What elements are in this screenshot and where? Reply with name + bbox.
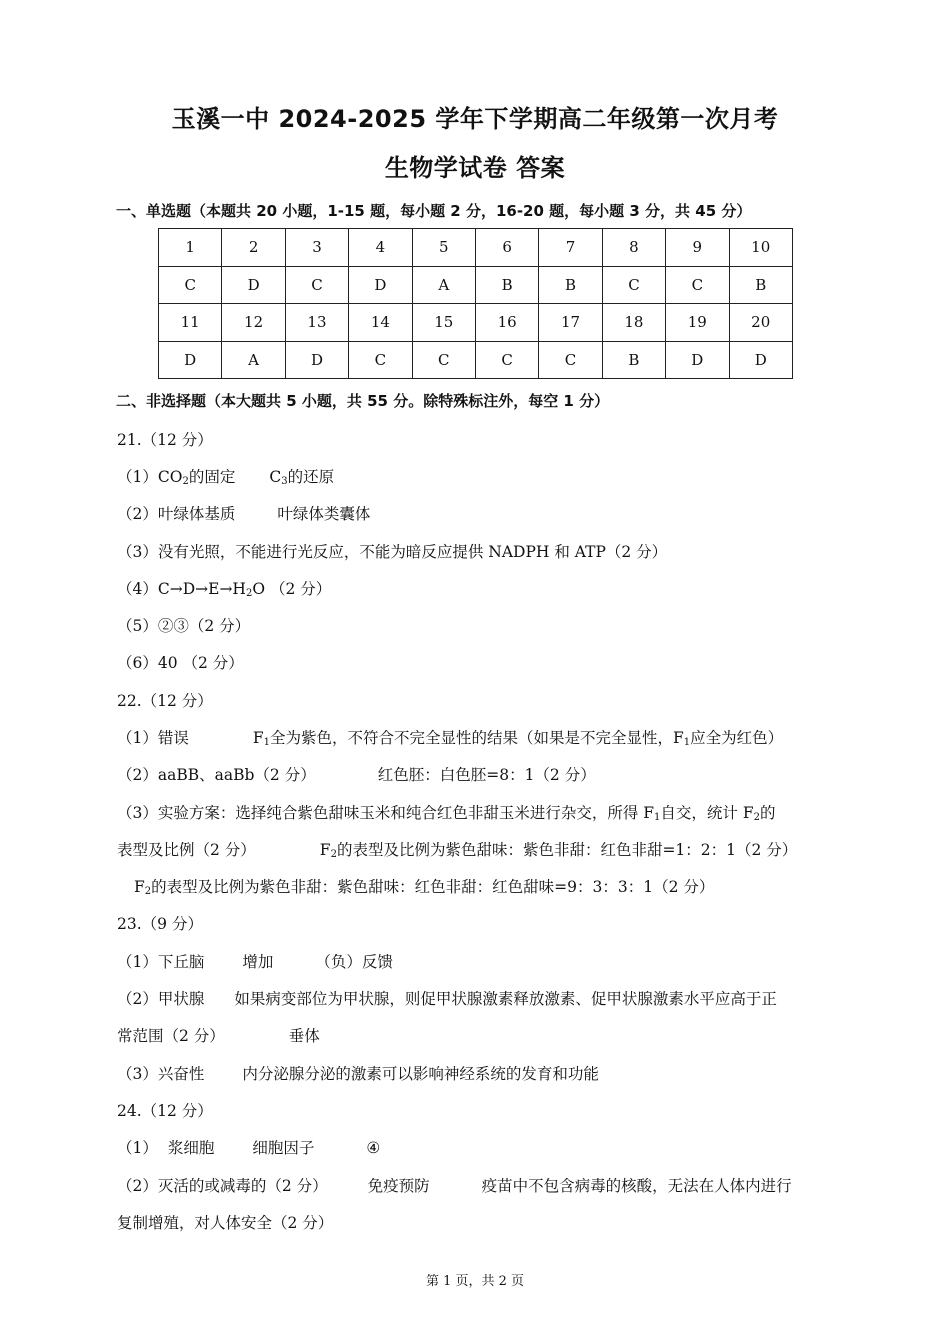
- text: （3）实验方案：选择纯合紫色甜味玉米和纯合红色非甜玉米进行杂交，所得 F: [117, 804, 655, 822]
- q23-line-2: [117, 987, 777, 1009]
- answer-cell: C: [602, 266, 665, 304]
- answer-cell: B: [602, 341, 665, 379]
- text: F: [134, 878, 145, 896]
- text: 浆细胞: [167, 1139, 215, 1157]
- text: （负）反馈: [315, 953, 393, 971]
- text: （1）: [117, 1139, 158, 1157]
- answer-cell: D: [666, 341, 729, 379]
- q21-heading: 21.（12 分）: [117, 431, 213, 449]
- q24-heading: 24.（12 分）: [117, 1102, 213, 1120]
- question-number: 2: [222, 229, 285, 267]
- question-number: 14: [349, 304, 412, 342]
- q22-line-2: [117, 763, 596, 785]
- question-number: 10: [729, 229, 792, 267]
- question-number: 11: [159, 304, 222, 342]
- question-number: 9: [666, 229, 729, 267]
- text: O （2 分）: [252, 580, 332, 598]
- answer-cell: D: [159, 341, 222, 379]
- text: （1）错误: [117, 729, 189, 747]
- answer-cell: C: [159, 266, 222, 304]
- q24-line-1: [117, 1136, 380, 1158]
- text: （2）叶绿体基质: [117, 505, 236, 523]
- answer-cell: D: [222, 266, 285, 304]
- text: F: [319, 841, 331, 859]
- answer-cell: C: [349, 341, 412, 379]
- question-number: 3: [285, 229, 348, 267]
- answer-cell: C: [285, 266, 348, 304]
- text: 疫苗中不包含病毒的核酸，无法在人体内进行: [481, 1177, 792, 1195]
- answer-cell: D: [285, 341, 348, 379]
- text: 内分泌腺分泌的激素可以影响神经系统的发育和功能: [242, 1065, 599, 1083]
- q23-line-4: [117, 1062, 599, 1084]
- text: （1）下丘脑: [117, 953, 205, 971]
- text: C: [269, 468, 282, 486]
- text: 常范围（2 分）: [117, 1027, 225, 1045]
- page-footer: 第 1 页，共 2 页: [425, 1274, 525, 1289]
- q22-line-5: [134, 875, 714, 897]
- subscript: 1: [683, 737, 691, 748]
- table-row: [159, 266, 793, 304]
- subscript: 1: [263, 737, 271, 748]
- text: 的固定: [188, 468, 236, 486]
- text: ④: [366, 1139, 381, 1157]
- q21-line-6: （6）40 （2 分）: [117, 654, 244, 672]
- subscript: 2: [753, 812, 760, 823]
- question-number: 12: [222, 304, 285, 342]
- answer-cell: C: [412, 341, 475, 379]
- table-row: [159, 341, 793, 379]
- q23-heading: 23.（9 分）: [117, 915, 203, 933]
- text: （1）CO: [117, 468, 183, 486]
- section1-header: 一、单选题（本题共 20 小题，1-15 题，每小题 2 分，16-20 题，每小题 3 分，共 45 分）: [116, 202, 752, 220]
- answer-cell: C: [666, 266, 729, 304]
- q21-line-4: [117, 577, 331, 599]
- table-row: [159, 229, 793, 267]
- text: F: [252, 729, 264, 747]
- text: （2）aaBB、aaBb（2 分）: [117, 766, 316, 784]
- subscript: 3: [281, 476, 288, 487]
- answer-cell: A: [412, 266, 475, 304]
- q24-line-3: 复制增殖，对人体安全（2 分）: [117, 1214, 334, 1232]
- question-number: 20: [729, 304, 792, 342]
- answer-cell: A: [222, 341, 285, 379]
- text: 细胞因子: [252, 1139, 315, 1157]
- answer-cell: D: [729, 341, 792, 379]
- q22-heading: 22.（12 分）: [117, 692, 213, 710]
- q22-line-4: [117, 838, 797, 860]
- subscript: 1: [654, 812, 661, 823]
- text: 垂体: [288, 1027, 320, 1045]
- question-number: 4: [349, 229, 412, 267]
- text: 红色胚：白色胚=8：1（2 分）: [377, 766, 596, 784]
- subscript: 2: [182, 476, 189, 487]
- text: 表型及比例（2 分）: [117, 841, 256, 859]
- page-title: 玉溪一中 2024-2025 学年下学期高二年级第一次月考: [171, 105, 779, 133]
- answer-cell: B: [475, 266, 538, 304]
- subscript: 2: [144, 886, 152, 897]
- text: 应全为红色）: [690, 729, 784, 747]
- text: 的: [759, 804, 776, 822]
- section2-header: 二、非选择题（本大题共 5 小题，共 55 分。除特殊标注外，每空 1 分）: [116, 392, 610, 410]
- text: 的还原: [287, 468, 335, 486]
- text: 的表型及比例为紫色甜味：紫色非甜：红色非甜=1：2：1（2 分）: [336, 841, 798, 859]
- text: 免疫预防: [367, 1177, 430, 1195]
- question-number: 15: [412, 304, 475, 342]
- answer-cell: B: [539, 266, 602, 304]
- answer-cell: D: [349, 266, 412, 304]
- question-number: 19: [666, 304, 729, 342]
- question-number: 1: [159, 229, 222, 267]
- answer-table: [158, 228, 793, 379]
- text: （2）灭活的或减毒的（2 分）: [117, 1177, 328, 1195]
- answer-cell: C: [539, 341, 602, 379]
- text: 自交，统计 F: [660, 804, 754, 822]
- text: 叶绿体类囊体: [277, 505, 371, 523]
- subscript: 2: [245, 588, 253, 599]
- q21-line-5: （5）②③（2 分）: [117, 617, 251, 635]
- question-number: 7: [539, 229, 602, 267]
- text: 全为紫色，不符合不完全显性的结果（如果是不完全显性，F: [270, 729, 684, 747]
- question-number: 5: [412, 229, 475, 267]
- q23-line-3: [117, 1024, 320, 1046]
- subscript: 2: [330, 849, 337, 860]
- answer-cell: B: [729, 266, 792, 304]
- page-subtitle: 生物学试卷 答案: [384, 154, 566, 182]
- q24-line-2: [117, 1174, 792, 1196]
- question-number: 18: [602, 304, 665, 342]
- q22-line-3: [117, 801, 776, 823]
- text: （4）C→D→E→H: [117, 580, 246, 598]
- q21-line-3: （3）没有光照，不能进行光反应，不能为暗反应提供 NADPH 和 ATP（2 分）: [117, 543, 668, 561]
- table-row: [159, 304, 793, 342]
- question-number: 17: [539, 304, 602, 342]
- text: 的表型及比例为紫色非甜：紫色甜味：红色非甜：红色甜味=9：3：3：1（2 分）: [151, 878, 715, 896]
- question-number: 8: [602, 229, 665, 267]
- text: 增加: [242, 953, 274, 971]
- answer-cell: C: [475, 341, 538, 379]
- q23-line-1: [117, 950, 393, 972]
- text: （2）甲状腺: [117, 990, 205, 1008]
- q21-line-2: [117, 502, 370, 524]
- q22-line-1: [117, 726, 783, 748]
- question-number: 6: [475, 229, 538, 267]
- question-number: 16: [475, 304, 538, 342]
- q21-line-1: [117, 465, 334, 487]
- question-number: 13: [285, 304, 348, 342]
- text: （3）兴奋性: [117, 1065, 205, 1083]
- text: 如果病变部位为甲状腺，则促甲状腺激素释放激素、促甲状腺激素水平应高于正: [234, 990, 777, 1008]
